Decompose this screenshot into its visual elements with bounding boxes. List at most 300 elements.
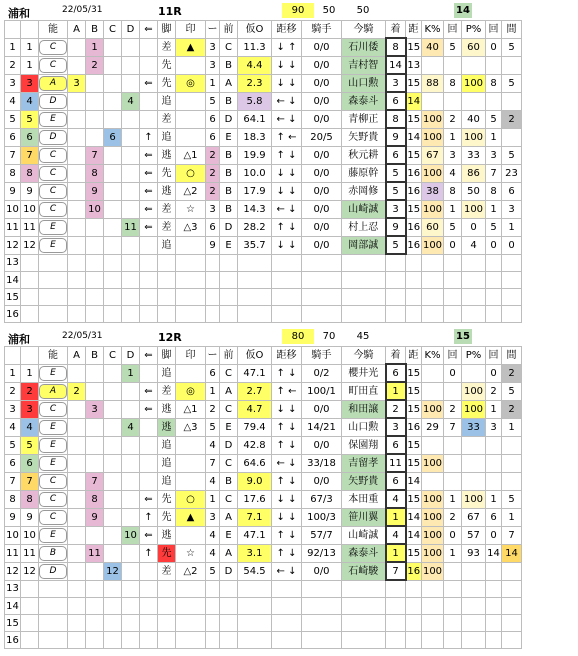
k-percent bbox=[422, 632, 444, 649]
odds: 47.1 bbox=[238, 364, 272, 382]
move-arrow bbox=[140, 418, 158, 436]
prediction-mark: ☆ bbox=[176, 544, 206, 562]
table-row[interactable] bbox=[5, 200, 522, 218]
previous-rank: E bbox=[220, 236, 238, 254]
k-count: 5 bbox=[444, 38, 462, 56]
distance-rank: 14 bbox=[406, 472, 422, 490]
row-number: 13 bbox=[5, 254, 21, 272]
col-c bbox=[104, 272, 122, 289]
col-a bbox=[68, 562, 86, 580]
row-number: 2 bbox=[5, 56, 21, 74]
col-c bbox=[104, 306, 122, 323]
prediction-mark bbox=[176, 364, 206, 382]
p-percent bbox=[462, 580, 486, 598]
p-percent: 93 bbox=[462, 544, 486, 562]
col-b bbox=[86, 526, 104, 544]
waku-number: 1 bbox=[21, 364, 39, 382]
col-c bbox=[104, 254, 122, 272]
table-row[interactable] bbox=[5, 490, 522, 508]
finish: 5 bbox=[386, 236, 406, 254]
p-percent bbox=[462, 615, 486, 632]
interval bbox=[502, 598, 522, 615]
col-a bbox=[68, 490, 86, 508]
finish: 5 bbox=[386, 164, 406, 182]
move-arrow bbox=[140, 580, 158, 598]
row-number: 14 bbox=[5, 272, 21, 289]
k-percent bbox=[422, 56, 444, 74]
waku-number: 3 bbox=[21, 400, 39, 418]
odds bbox=[238, 306, 272, 323]
score: 7 bbox=[206, 454, 220, 472]
row-number: 3 bbox=[5, 74, 21, 92]
score: 2 bbox=[206, 164, 220, 182]
col-d bbox=[122, 56, 140, 74]
move-arrow: ⇐ bbox=[140, 400, 158, 418]
rank-letter bbox=[39, 490, 68, 508]
table-row[interactable] bbox=[5, 632, 522, 649]
rank-badge: C bbox=[39, 184, 67, 199]
running-style: 追 bbox=[158, 236, 176, 254]
jockey-stat: 20/5 bbox=[302, 128, 342, 146]
p-count bbox=[486, 306, 502, 323]
col-a bbox=[68, 418, 86, 436]
score: 5 bbox=[206, 418, 220, 436]
interval bbox=[502, 128, 522, 146]
col-b bbox=[86, 418, 104, 436]
score: 4 bbox=[206, 526, 220, 544]
prediction-mark bbox=[176, 436, 206, 454]
col-a bbox=[68, 110, 86, 128]
k-percent bbox=[422, 472, 444, 490]
col-a bbox=[68, 632, 86, 649]
col-c bbox=[104, 146, 122, 164]
table-row[interactable] bbox=[5, 56, 522, 74]
table-row[interactable] bbox=[5, 236, 522, 254]
distance-move: ← ↓ bbox=[272, 110, 302, 128]
score bbox=[206, 254, 220, 272]
table-row[interactable] bbox=[5, 418, 522, 436]
interval: 1 bbox=[502, 418, 522, 436]
previous-rank: C bbox=[220, 364, 238, 382]
distance-rank: 16 bbox=[406, 164, 422, 182]
waku-number: 7 bbox=[21, 472, 39, 490]
prediction-mark: ◎ bbox=[176, 382, 206, 400]
col-c bbox=[104, 508, 122, 526]
running-style: 差 bbox=[158, 562, 176, 580]
previous-rank: E bbox=[220, 418, 238, 436]
col-header: 着 bbox=[386, 21, 406, 39]
finish bbox=[386, 272, 406, 289]
table-row[interactable] bbox=[5, 146, 522, 164]
k-count: 3 bbox=[444, 146, 462, 164]
distance-rank: 16 bbox=[406, 182, 422, 200]
waku-number bbox=[21, 580, 39, 598]
col-c bbox=[104, 490, 122, 508]
race-block-11R bbox=[4, 2, 574, 327]
col-d bbox=[122, 289, 140, 306]
col-d: 4 bbox=[122, 418, 140, 436]
col-b bbox=[86, 632, 104, 649]
k-percent: 100 bbox=[422, 562, 444, 580]
rank-badge: C bbox=[39, 474, 67, 489]
col-b: 1 bbox=[86, 38, 104, 56]
col-d bbox=[122, 454, 140, 472]
move-arrow bbox=[140, 56, 158, 74]
table-row[interactable] bbox=[5, 400, 522, 418]
move-arrow: ⇐ bbox=[140, 526, 158, 544]
p-percent bbox=[462, 632, 486, 649]
rank-letter bbox=[39, 418, 68, 436]
interval: 5 bbox=[502, 74, 522, 92]
k-percent: 100 bbox=[422, 164, 444, 182]
entries-table bbox=[4, 346, 522, 649]
finish: 6 bbox=[386, 92, 406, 110]
rank-badge: E bbox=[39, 112, 67, 127]
table-row[interactable] bbox=[5, 218, 522, 236]
rank-badge: C bbox=[39, 40, 67, 55]
col-d bbox=[122, 110, 140, 128]
prediction-mark bbox=[176, 56, 206, 74]
table-row[interactable] bbox=[5, 182, 522, 200]
rank-letter bbox=[39, 236, 68, 254]
rank-letter bbox=[39, 526, 68, 544]
jockey-stat: 57/7 bbox=[302, 526, 342, 544]
table-row[interactable] bbox=[5, 436, 522, 454]
col-header: P% bbox=[462, 347, 486, 365]
table-row[interactable] bbox=[5, 306, 522, 323]
table-row[interactable] bbox=[5, 272, 522, 289]
interval bbox=[502, 289, 522, 306]
table-row[interactable] bbox=[5, 580, 522, 598]
p-percent: 57 bbox=[462, 526, 486, 544]
col-c bbox=[104, 92, 122, 110]
previous-rank: B bbox=[220, 56, 238, 74]
move-arrow: ↑ bbox=[140, 508, 158, 526]
table-row[interactable] bbox=[5, 38, 522, 56]
row-number: 15 bbox=[5, 615, 21, 632]
running-style: 追 bbox=[158, 128, 176, 146]
distance-rank: 15 bbox=[406, 400, 422, 418]
table-row[interactable] bbox=[5, 454, 522, 472]
table-row[interactable] bbox=[5, 382, 522, 400]
table-row[interactable] bbox=[5, 472, 522, 490]
p-percent bbox=[462, 472, 486, 490]
jockey-stat bbox=[302, 289, 342, 306]
interval bbox=[502, 436, 522, 454]
score bbox=[206, 615, 220, 632]
rank-badge: C bbox=[39, 202, 67, 217]
row-number: 11 bbox=[5, 544, 21, 562]
p-count bbox=[486, 92, 502, 110]
current-jockey: 石崎駿 bbox=[342, 562, 386, 580]
score: 3 bbox=[206, 200, 220, 218]
p-count: 5 bbox=[486, 218, 502, 236]
waku-number bbox=[21, 254, 39, 272]
score: 1 bbox=[206, 74, 220, 92]
col-d bbox=[122, 146, 140, 164]
k-percent: 38 bbox=[422, 182, 444, 200]
col-a bbox=[68, 200, 86, 218]
previous-rank: C bbox=[220, 490, 238, 508]
p-percent: 86 bbox=[462, 164, 486, 182]
row-number: 12 bbox=[5, 236, 21, 254]
waku-number: 10 bbox=[21, 526, 39, 544]
running-style bbox=[158, 272, 176, 289]
prediction-mark: △2 bbox=[176, 562, 206, 580]
rank-letter bbox=[39, 200, 68, 218]
distance-rank: 16 bbox=[406, 562, 422, 580]
distance-rank bbox=[406, 289, 422, 306]
col-a bbox=[68, 164, 86, 182]
distance-rank: 16 bbox=[406, 218, 422, 236]
rank-letter bbox=[39, 92, 68, 110]
k-percent bbox=[422, 92, 444, 110]
previous-rank bbox=[220, 289, 238, 306]
k-count bbox=[444, 615, 462, 632]
interval: 6 bbox=[502, 182, 522, 200]
current-jockey: 山崎誠 bbox=[342, 200, 386, 218]
finish: 4 bbox=[386, 490, 406, 508]
running-style: 差 bbox=[158, 382, 176, 400]
interval bbox=[502, 472, 522, 490]
table-row[interactable] bbox=[5, 364, 522, 382]
distance-move: ↑ ↓ bbox=[272, 418, 302, 436]
col-a bbox=[68, 508, 86, 526]
table-row[interactable] bbox=[5, 92, 522, 110]
table-row[interactable] bbox=[5, 508, 522, 526]
p-percent bbox=[462, 254, 486, 272]
jockey-stat: 0/0 bbox=[302, 436, 342, 454]
finish bbox=[386, 580, 406, 598]
distance-rank: 15 bbox=[406, 490, 422, 508]
col-c bbox=[104, 526, 122, 544]
table-row[interactable] bbox=[5, 526, 522, 544]
current-jockey bbox=[342, 632, 386, 649]
col-c bbox=[104, 110, 122, 128]
col-a bbox=[68, 38, 86, 56]
p-count: 3 bbox=[486, 418, 502, 436]
col-d bbox=[122, 200, 140, 218]
rank-badge: E bbox=[39, 420, 67, 435]
table-row[interactable] bbox=[5, 544, 522, 562]
previous-rank: C bbox=[220, 38, 238, 56]
p-percent bbox=[462, 454, 486, 472]
finish: 1 bbox=[386, 544, 406, 562]
odds bbox=[238, 289, 272, 306]
row-number: 8 bbox=[5, 490, 21, 508]
k-count bbox=[444, 272, 462, 289]
col-b bbox=[86, 272, 104, 289]
k-count: 1 bbox=[444, 490, 462, 508]
finish: 3 bbox=[386, 74, 406, 92]
current-jockey: 矢野貴 bbox=[342, 472, 386, 490]
col-header: 着 bbox=[386, 347, 406, 365]
finish: 14 bbox=[386, 56, 406, 74]
score: 5 bbox=[206, 92, 220, 110]
col-header: 今騎 bbox=[342, 347, 386, 365]
finish: 1 bbox=[386, 382, 406, 400]
waku-number: 12 bbox=[21, 562, 39, 580]
k-count bbox=[444, 454, 462, 472]
col-d bbox=[122, 38, 140, 56]
previous-rank bbox=[220, 615, 238, 632]
k-percent: 100 bbox=[422, 400, 444, 418]
table-row[interactable] bbox=[5, 562, 522, 580]
table-row[interactable] bbox=[5, 110, 522, 128]
race-header bbox=[4, 328, 574, 346]
col-header: 回 bbox=[486, 21, 502, 39]
table-row[interactable] bbox=[5, 598, 522, 615]
table-row[interactable] bbox=[5, 128, 522, 146]
current-jockey bbox=[342, 272, 386, 289]
col-d bbox=[122, 490, 140, 508]
prediction-mark: ▲ bbox=[176, 38, 206, 56]
table-row[interactable] bbox=[5, 615, 522, 632]
p-percent: 33 bbox=[462, 146, 486, 164]
table-row[interactable] bbox=[5, 254, 522, 272]
row-number: 4 bbox=[5, 92, 21, 110]
score: 6 bbox=[206, 128, 220, 146]
col-b: 8 bbox=[86, 164, 104, 182]
running-style: 追 bbox=[158, 364, 176, 382]
col-header: 距 bbox=[406, 347, 422, 365]
distance-move: ↑ ↓ bbox=[272, 364, 302, 382]
col-d: 4 bbox=[122, 92, 140, 110]
row-number: 7 bbox=[5, 472, 21, 490]
col-d bbox=[122, 436, 140, 454]
waku-number bbox=[21, 289, 39, 306]
k-percent bbox=[422, 598, 444, 615]
waku-number: 8 bbox=[21, 490, 39, 508]
interval: 23 bbox=[502, 164, 522, 182]
col-a bbox=[68, 472, 86, 490]
distance-move: ↓ ↓ bbox=[272, 508, 302, 526]
finish: 8 bbox=[386, 38, 406, 56]
rank-letter bbox=[39, 38, 68, 56]
score: 3 bbox=[206, 38, 220, 56]
table-row[interactable] bbox=[5, 164, 522, 182]
prediction-mark bbox=[176, 454, 206, 472]
header-number-h1: 80 bbox=[282, 329, 314, 344]
col-header: A bbox=[68, 347, 86, 365]
interval: 0 bbox=[502, 236, 522, 254]
waku-number bbox=[21, 306, 39, 323]
finish: 7 bbox=[386, 562, 406, 580]
interval bbox=[502, 632, 522, 649]
odds: 79.4 bbox=[238, 418, 272, 436]
k-count: 1 bbox=[444, 128, 462, 146]
move-arrow bbox=[140, 110, 158, 128]
p-percent bbox=[462, 364, 486, 382]
col-b bbox=[86, 254, 104, 272]
move-arrow bbox=[140, 236, 158, 254]
prediction-mark: ☆ bbox=[176, 200, 206, 218]
row-number: 8 bbox=[5, 164, 21, 182]
previous-rank: B bbox=[220, 200, 238, 218]
prediction-mark bbox=[176, 92, 206, 110]
running-style: 追 bbox=[158, 454, 176, 472]
score: 2 bbox=[206, 182, 220, 200]
move-arrow bbox=[140, 38, 158, 56]
move-arrow: ⇐ bbox=[140, 182, 158, 200]
k-percent: 29 bbox=[422, 418, 444, 436]
p-percent bbox=[462, 92, 486, 110]
interval: 1 bbox=[502, 218, 522, 236]
score: 4 bbox=[206, 436, 220, 454]
row-number: 6 bbox=[5, 454, 21, 472]
k-count bbox=[444, 472, 462, 490]
waku-number bbox=[21, 615, 39, 632]
finish: 3 bbox=[386, 200, 406, 218]
col-b bbox=[86, 236, 104, 254]
move-arrow bbox=[140, 272, 158, 289]
odds: 9.0 bbox=[238, 472, 272, 490]
finish: 3 bbox=[386, 418, 406, 436]
col-a bbox=[68, 615, 86, 632]
jockey-stat: 0/0 bbox=[302, 92, 342, 110]
distance-move: ↓ ↓ bbox=[272, 236, 302, 254]
table-row[interactable] bbox=[5, 289, 522, 306]
col-b bbox=[86, 128, 104, 146]
current-jockey: 森泰斗 bbox=[342, 544, 386, 562]
col-c bbox=[104, 289, 122, 306]
row-number: 6 bbox=[5, 128, 21, 146]
k-count: 2 bbox=[444, 508, 462, 526]
col-a bbox=[68, 306, 86, 323]
rank-badge: C bbox=[39, 148, 67, 163]
col-header: 回 bbox=[486, 347, 502, 365]
jockey-stat: 0/0 bbox=[302, 472, 342, 490]
current-jockey: 山崎誠 bbox=[342, 526, 386, 544]
previous-rank: C bbox=[220, 454, 238, 472]
row-number: 3 bbox=[5, 400, 21, 418]
current-jockey: 青柳正 bbox=[342, 110, 386, 128]
move-arrow bbox=[140, 436, 158, 454]
k-count: 5 bbox=[444, 218, 462, 236]
interval: 5 bbox=[502, 146, 522, 164]
p-count: 14 bbox=[486, 544, 502, 562]
row-number: 12 bbox=[5, 562, 21, 580]
previous-rank: E bbox=[220, 128, 238, 146]
finish: 8 bbox=[386, 110, 406, 128]
waku-number: 7 bbox=[21, 146, 39, 164]
rank-letter bbox=[39, 146, 68, 164]
finish: 5 bbox=[386, 182, 406, 200]
col-c bbox=[104, 580, 122, 598]
move-arrow: ⇐ bbox=[140, 218, 158, 236]
k-count: 0 bbox=[444, 526, 462, 544]
rank-letter bbox=[39, 580, 68, 598]
rank-letter bbox=[39, 364, 68, 382]
col-header: 脚 bbox=[158, 347, 176, 365]
col-b bbox=[86, 598, 104, 615]
p-count: 2 bbox=[486, 382, 502, 400]
p-percent: 100 bbox=[462, 200, 486, 218]
distance-move bbox=[272, 289, 302, 306]
odds: 17.9 bbox=[238, 182, 272, 200]
col-d bbox=[122, 580, 140, 598]
interval bbox=[502, 454, 522, 472]
interval bbox=[502, 580, 522, 598]
jockey-stat bbox=[302, 254, 342, 272]
col-header: C bbox=[104, 347, 122, 365]
col-a bbox=[68, 146, 86, 164]
rank-badge: D bbox=[39, 130, 67, 145]
interval: 5 bbox=[502, 490, 522, 508]
col-b: 9 bbox=[86, 182, 104, 200]
col-c bbox=[104, 164, 122, 182]
table-row[interactable] bbox=[5, 74, 522, 92]
